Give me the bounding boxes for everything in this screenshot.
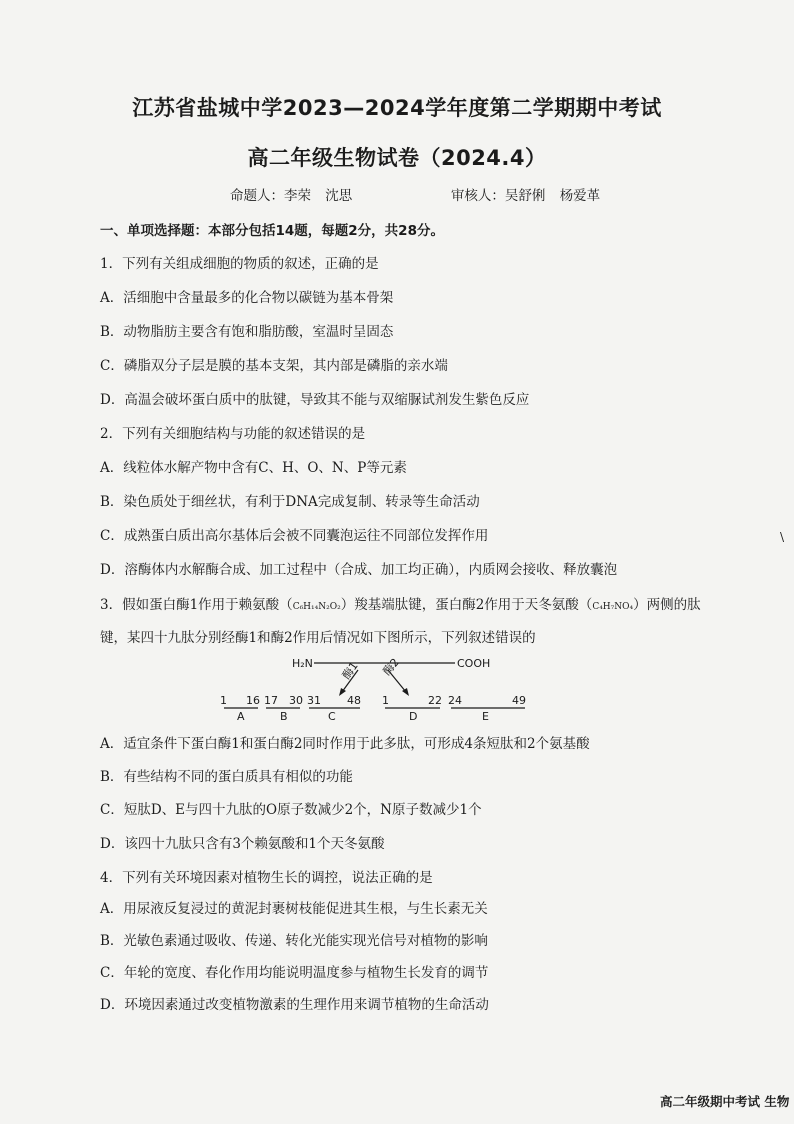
- enzyme1-arrowhead: [339, 688, 346, 696]
- left-num-16: 16: [246, 694, 260, 707]
- q3-option-c: C．短肽D、E与四十九肽的O原子数减少2个，N原子数减少1个: [100, 802, 482, 818]
- fragment-c-label: C: [328, 710, 336, 723]
- fragment-a-label: A: [237, 710, 245, 723]
- right-num-22: 22: [428, 694, 442, 707]
- n-terminus-label: H₂N: [292, 657, 313, 670]
- q1-stem: 1．下列有关组成细胞的物质的叙述，正确的是: [100, 256, 379, 272]
- q4-option-b: B．光敏色素通过吸收、传递、转化光能实现光信号对植物的影响: [100, 933, 488, 949]
- asp-formula: C₄H₇NO₄: [592, 602, 634, 612]
- q4-option-c: C．年轮的宽度、春化作用均能说明温度参与植物生长发育的调节: [100, 965, 489, 981]
- q3-stem-line1: 3．假如蛋白酶1作用于赖氨酸（C₆H₁₄N₂O₂）羧基端肽键，蛋白酶2作用于天冬氨酸（C₄H₇NO₄）两侧的肽: [100, 597, 701, 613]
- fragment-e-label: E: [482, 710, 489, 723]
- q4-option-d: D．环境因素通过改变植物激素的生理作用来调节植物的生命活动: [100, 997, 489, 1013]
- q2-stem: 2．下列有关细胞结构与功能的叙述错误的是: [100, 426, 366, 442]
- right-num-49: 49: [512, 694, 526, 707]
- q3-option-b: B．有些结构不同的蛋白质具有相似的功能: [100, 769, 353, 785]
- left-num-17: 17: [264, 694, 278, 707]
- lys-formula: C₆H₁₄N₂O₂: [292, 602, 341, 612]
- setter-label: 命题人：李荣: [230, 188, 311, 204]
- q3-option-a: A．适宜条件下蛋白酶1和蛋白酶2同时作用于此多肽，可形成4条短肽和2个氨基酸: [100, 736, 590, 752]
- q1-option-a: A．活细胞中含量最多的化合物以碳链为基本骨架: [100, 290, 394, 306]
- q1-option-b: B．动物脂肪主要含有饱和脂肪酸，室温时呈固态: [100, 324, 394, 340]
- q1-option-c: C．磷脂双分子层是膜的基本支架，其内部是磷脂的亲水端: [100, 358, 448, 374]
- q1-option-d: D．高温会破坏蛋白质中的肽键，导致其不能与双缩脲试剂发生紫色反应: [100, 392, 530, 408]
- scan-mark: \: [780, 530, 785, 544]
- left-num-1: 1: [220, 694, 227, 707]
- q3-option-d: D．该四十九肽只含有3个赖氨酸和1个天冬氨酸: [100, 836, 385, 852]
- enzyme2-label: 酶2: [380, 655, 402, 678]
- left-num-31: 31: [307, 694, 321, 707]
- q2-option-c: C．成熟蛋白质出高尔基体后会被不同囊泡运往不同部位发挥作用: [100, 528, 489, 544]
- exam-title: 江苏省盐城中学2023—2024学年度第二学期期中考试: [132, 96, 662, 120]
- q4-option-a: A．用尿液反复浸过的黄泥封裹树枝能促进其生根，与生长素无关: [100, 901, 488, 917]
- enzyme1-label: 酶1: [339, 659, 361, 682]
- fragment-d-label: D: [409, 710, 418, 723]
- authors-line: [230, 184, 610, 204]
- q2-option-b: B．染色质处于细丝状，有利于DNA完成复制、转录等生命活动: [100, 494, 480, 510]
- reviewer-label: 审核人：吴舒俐: [450, 188, 546, 204]
- exam-subtitle: 高二年级生物试卷（2024.4）: [247, 146, 547, 170]
- left-num-30: 30: [289, 694, 303, 707]
- c-terminus-label: COOH: [457, 657, 491, 670]
- q4-stem: 4．下列有关环境因素对植物生长的调控，说法正确的是: [100, 870, 433, 886]
- peptide-cleavage-diagram: [210, 652, 540, 724]
- section-heading: 一、单项选择题：本部分包括14题，每题2分，共28分。: [100, 223, 444, 239]
- setter-2: 沈思: [325, 188, 353, 204]
- left-num-48: 48: [347, 694, 361, 707]
- page-footer: 高二年级期中考试 生物: [660, 1094, 790, 1109]
- q2-option-d: D．溶酶体内水解酶合成、加工过程中（合成、加工均正确），内质网会接收、释放囊泡: [100, 562, 618, 578]
- fragment-b-label: B: [280, 710, 288, 723]
- right-num-24: 24: [448, 694, 462, 707]
- right-num-1: 1: [382, 694, 389, 707]
- q2-option-a: A．线粒体水解产物中含有C、H、O、N、P等元素: [100, 460, 407, 476]
- q3-stem-line2: 键，某四十九肽分别经酶1和酶2作用后情况如下图所示，下列叙述错误的: [100, 630, 536, 646]
- reviewer-2: 杨爱革: [559, 188, 601, 204]
